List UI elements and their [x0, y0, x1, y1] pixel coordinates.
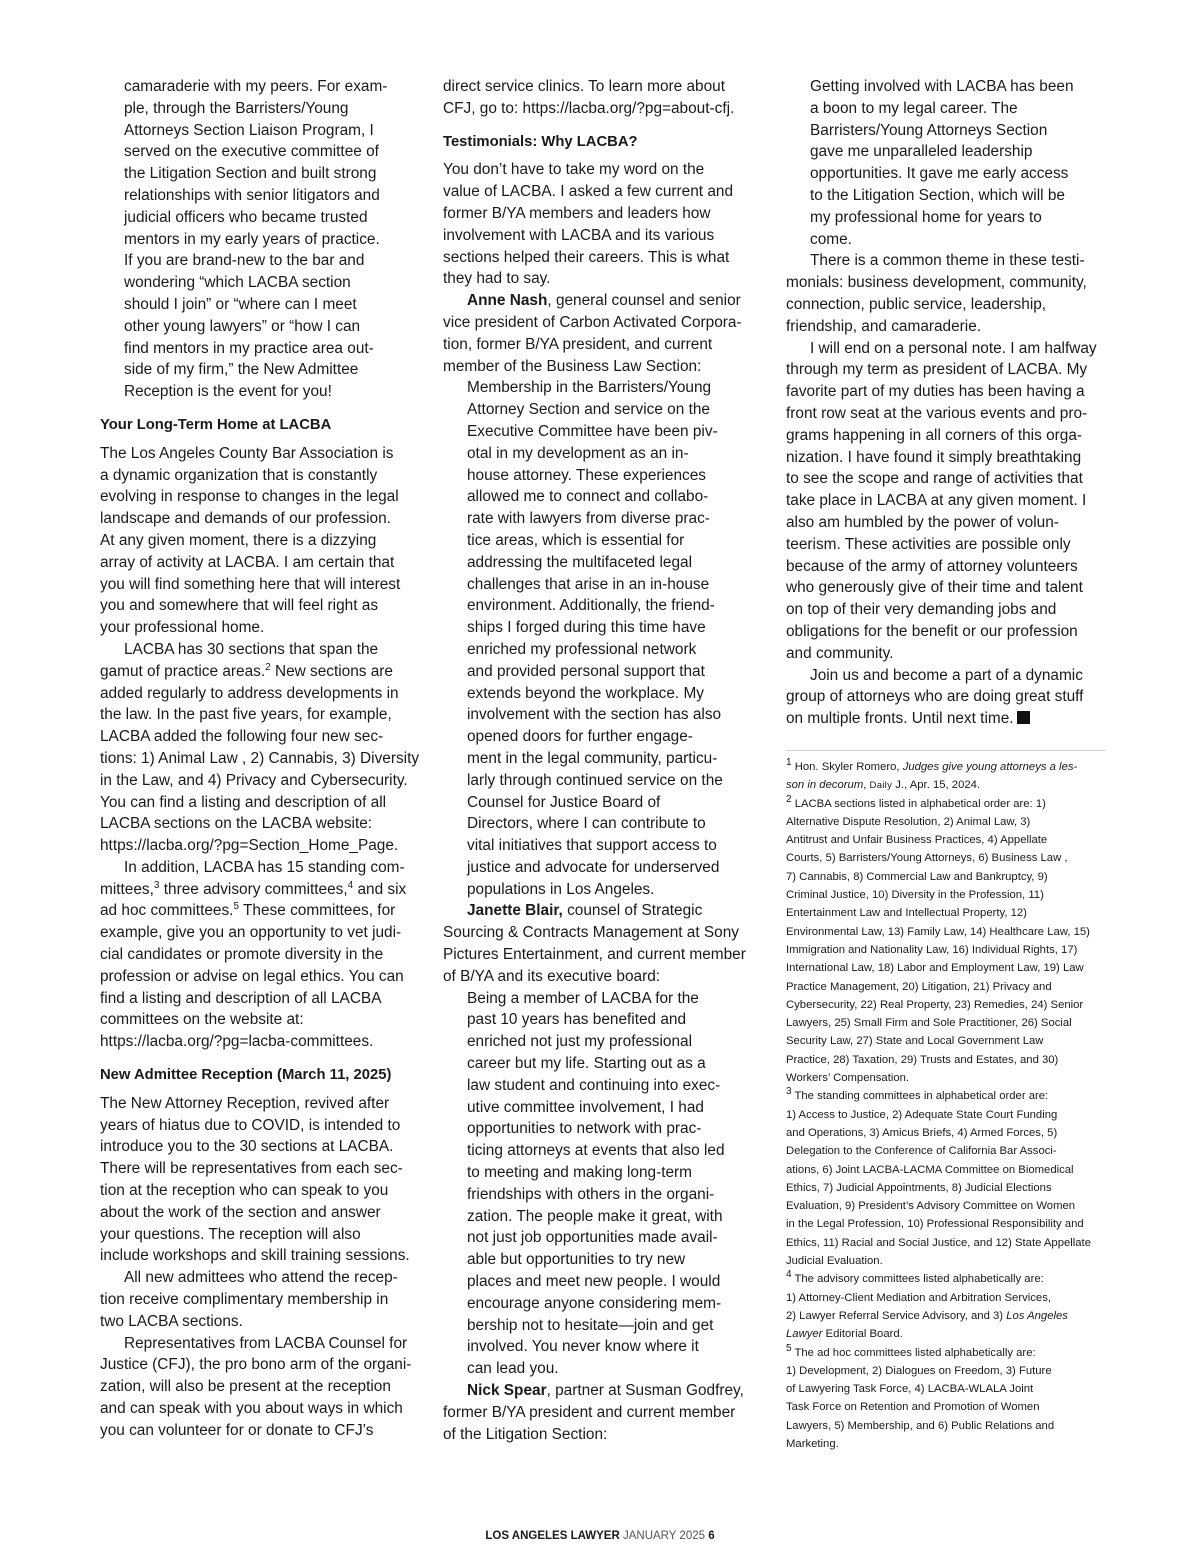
- text-line: challenges that arise in an in-house: [467, 575, 710, 593]
- text-line: rate with lawyers from diverse prac-: [467, 510, 710, 528]
- text-fragment: on multiple fronts. Until next time.: [786, 710, 1014, 728]
- committees-url-text: https://lacba.org/?pg=lacba-committees.: [100, 1033, 374, 1051]
- long-term-home-paragraph-3: [100, 857, 422, 1053]
- text-line: I will end on a personal note. I am halfway: [810, 339, 1097, 357]
- text-line: to meeting and making long-term: [467, 1164, 692, 1182]
- text-line: come.: [810, 230, 852, 248]
- text-line: [100, 661, 422, 683]
- text-line: environment. Additionally, the friend-: [467, 597, 715, 615]
- testimonials-intro: [443, 159, 765, 290]
- text-fragment: J., Apr. 15, 2024.: [892, 779, 981, 792]
- text-line: [786, 1325, 1116, 1343]
- text-line: of B/YA and its executive board:: [443, 967, 661, 985]
- text-line: LACBA has 30 sections that span the: [124, 640, 379, 658]
- text-line: sections helped their careers. This is what: [443, 248, 730, 266]
- text-line: Antitrust and Unfair Business Practices, 4) Appellate: [786, 834, 1048, 847]
- text-line: bership not to hesitate—join and get: [467, 1316, 714, 1334]
- text-line: larly through continued service on the: [467, 771, 723, 789]
- text-line: front row seat at the various events and pro-: [786, 404, 1088, 422]
- text-line: to see the scope and range of activities that: [786, 470, 1083, 488]
- text-line: Justice (CFJ), the pro bono arm of the organi-: [100, 1356, 412, 1374]
- text-line: Lawyers, 25) Small Firm and Sole Practitioner, 26) Social: [786, 1017, 1072, 1030]
- text-line: friendships with others in the organi-: [467, 1185, 715, 1203]
- text-line: your professional home.: [100, 619, 265, 637]
- section-heading-testimonials: Testimonials: Why LACBA?: [443, 133, 638, 150]
- text-line: years of hiatus due to COVID, is intended to: [100, 1116, 401, 1134]
- text-line: obligations for the benefit or our profession: [786, 622, 1078, 640]
- column-1: [100, 76, 422, 1442]
- text-line: otal in my development as an in-: [467, 444, 689, 462]
- text-line: Being a member of LACBA for the: [467, 989, 699, 1007]
- text-line: Reception is the event for you!: [124, 383, 332, 401]
- text-fragment: three advisory committees,: [159, 880, 348, 898]
- text-line: you can volunteer for or donate to CFJ’s: [100, 1421, 374, 1439]
- footnote-title: son in decorum: [786, 779, 864, 792]
- text-line: 7) Cannabis, 8) Commercial Law and Bankruptcy, 9): [786, 870, 1048, 883]
- text-line: introduce you to the 30 sections at LACBA.: [100, 1138, 394, 1156]
- text-line: nization. I have found it simply breathtaking: [786, 448, 1082, 466]
- text-line: a dynamic organization that is constantly: [100, 466, 378, 484]
- text-line: 1) Attorney-Client Mediation and Arbitration Services,: [786, 1291, 1051, 1304]
- text-line: teerism. These activities are possible only: [786, 535, 1071, 553]
- text-line: [100, 879, 422, 901]
- section-heading-long-term-home: Your Long-Term Home at LACBA: [100, 416, 332, 433]
- sections-url-text: https://lacba.org/?pg=Section_Home_Page.: [100, 837, 399, 855]
- text-line: ships I forged during this time have: [467, 619, 706, 637]
- footer-publication: LOS ANGELES LAWYER: [485, 1530, 620, 1542]
- text-line: Environmental Law, 13) Family Law, 14) Healthcare Law, 15): [786, 925, 1090, 938]
- text-fragment: The ad hoc committees listed alphabetically are:: [791, 1346, 1036, 1359]
- text-line: a boon to my legal career. The: [810, 99, 1018, 117]
- text-line: Entertainment Law and Intellectual Property, 12): [786, 907, 1027, 920]
- text-fragment: counsel of Strategic: [562, 902, 703, 920]
- text-line: Evaluation, 9) President’s Advisory Committee on Women: [786, 1200, 1076, 1213]
- text-line: you will find something here that will interest: [100, 575, 401, 593]
- publication-title: Los Angeles: [1006, 1309, 1068, 1322]
- text-line: populations in Los Angeles.: [467, 880, 655, 898]
- footnote-number: 4: [786, 1269, 792, 1281]
- text-line: International Law, 18) Labor and Employment Law, 19) Law: [786, 962, 1084, 975]
- footnote-title: Judges give young attorneys a les-: [902, 761, 1078, 773]
- text-line: Ethics, 11) Racial and Social Justice, and 12) State Appellate: [786, 1236, 1091, 1249]
- text-line: 1) Access to Justice, 2) Adequate State Court Funding: [786, 1108, 1058, 1121]
- text-fragment: mittees,: [100, 880, 154, 898]
- text-line: tice areas, which is essential for: [467, 531, 685, 549]
- text-line: Workers’ Compensation.: [786, 1072, 910, 1085]
- text-line: Courts, 5) Barristers/Young Attorneys, 6) Business Law ,: [786, 852, 1068, 865]
- text-line: and community.: [786, 644, 894, 662]
- text-line: Immigration and Nationality Law, 16) Individual Rights, 17): [786, 943, 1078, 956]
- text-line: cial candidates or promote diversity in the: [100, 946, 384, 964]
- text-line: [786, 776, 1116, 794]
- text-line: friendship, and camaraderie.: [786, 317, 982, 335]
- text-line: tion, former B/YA president, and current: [443, 335, 713, 353]
- footnote-ref-3: 3: [153, 879, 160, 891]
- long-term-home-paragraph-2: [100, 639, 422, 857]
- text-line: The Los Angeles County Bar Association is: [100, 444, 394, 462]
- text-line: zation, will also be present at the reception: [100, 1378, 391, 1396]
- text-line: Practice, 28) Taxation, 29) Trusts and Estates, and 30): [786, 1053, 1059, 1066]
- reception-paragraph-3: [100, 1333, 422, 1442]
- text-line: Ethics, 7) Judicial Appointments, 8) Judicial Elections: [786, 1181, 1052, 1194]
- text-line: involved. You never know where it: [467, 1338, 699, 1356]
- long-term-home-paragraph-1: [100, 443, 422, 639]
- text-fragment: , partner at Susman Godfrey,: [546, 1382, 744, 1400]
- text-line: extends beyond the workplace. My: [467, 684, 704, 702]
- text-line: Attorney Section and service on the: [467, 401, 710, 419]
- text-line: example, give you an opportunity to vet judi-: [100, 924, 402, 942]
- text-line: opportunities to network with prac-: [467, 1120, 702, 1138]
- text-line: tion at the reception who can speak to you: [100, 1182, 389, 1200]
- common-theme-paragraph: [786, 250, 1108, 337]
- text-line: Barristers/Young Attorneys Section: [810, 121, 1048, 139]
- footnote-3: [786, 1087, 1116, 1105]
- text-line: Task Force on Retention and Promotion of Women: [786, 1401, 1040, 1414]
- footnote-4: [786, 1270, 1116, 1288]
- column-3: [786, 76, 1108, 730]
- text-line: LACBA sections on the LACBA website:: [100, 815, 373, 833]
- footnote-number: 1: [786, 757, 792, 769]
- text-line: Sourcing & Contracts Management at Sony: [443, 924, 739, 942]
- footnote-ref-5: 5: [233, 901, 240, 913]
- publication-name: Daily: [869, 780, 893, 792]
- text-line: You can find a listing and description of all: [100, 793, 387, 811]
- text-line: Directors, where I can contribute to: [467, 815, 706, 833]
- personal-note-paragraph: [786, 338, 1108, 665]
- text-line: LACBA added the following four new sec-: [100, 728, 384, 746]
- testimonial-quote-nick-spear: [786, 76, 1108, 250]
- text-fragment: New sections are: [270, 662, 393, 680]
- text-line: my professional home for years to: [810, 208, 1042, 226]
- footnote-1: [786, 758, 1116, 776]
- column-2: [443, 76, 765, 1445]
- text-line: Attorneys Section Liaison Program, I: [124, 121, 374, 139]
- text-line: two LACBA sections.: [100, 1312, 243, 1330]
- footnote-number: 2: [786, 793, 792, 805]
- footnote-ref-2: 2: [265, 661, 271, 673]
- text-line: judicial officers who became trusted: [124, 208, 368, 226]
- text-line: connection, public service, leadership,: [786, 295, 1047, 313]
- text-line: tion receive complimentary membership in: [100, 1291, 389, 1309]
- text-line: the law. In the past five years, for example,: [100, 706, 392, 724]
- text-line: landscape and demands of our profession.: [100, 510, 391, 528]
- text-line: house attorney. These experiences: [467, 466, 706, 484]
- testimonial-janette-blair: [443, 900, 765, 1380]
- text-line: Join us and become a part of a dynamic: [810, 666, 1083, 684]
- text-line: Cybersecurity, 22) Real Property, 23) Remedies, 24) Senior: [786, 998, 1084, 1011]
- text-line: because of the army of attorney volunteers: [786, 557, 1078, 575]
- text-line: who generously give of their time and talent: [786, 579, 1083, 597]
- text-line: encourage anyone considering mem-: [467, 1294, 722, 1312]
- testimonial-quote: [443, 988, 765, 1380]
- text-fragment: These committees, for: [239, 902, 396, 920]
- footnote-number: 5: [786, 1342, 792, 1354]
- text-line: evolving in response to changes in the legal: [100, 488, 399, 506]
- text-line: There is a common theme in these testi-: [810, 252, 1085, 270]
- text-line: monials: business development, community,: [786, 274, 1087, 292]
- text-line: other young lawyers” or “how I can: [124, 317, 361, 335]
- text-line: allowed me to connect and collabo-: [467, 488, 709, 506]
- text-line: able but opportunities to try new: [467, 1251, 686, 1269]
- footnote-5: [786, 1344, 1116, 1362]
- text-line: Executive Committee have been piv-: [467, 422, 718, 440]
- testimonial-author-name: Anne Nash: [467, 292, 548, 310]
- testimonial-author-name: Janette Blair,: [467, 902, 563, 920]
- text-fragment: ad hoc committees.: [100, 902, 234, 920]
- text-line: your questions. The reception will also: [100, 1225, 361, 1243]
- text-line: grams happening in all corners of this orga-: [786, 426, 1082, 444]
- testimonial-author-name: Nick Spear: [467, 1382, 547, 1400]
- text-line: camaraderie with my peers. For exam-: [124, 78, 388, 95]
- section-heading-new-admittee-reception: New Admittee Reception (March 11, 2025): [100, 1067, 392, 1084]
- closing-paragraph: [786, 665, 1108, 730]
- text-line: not just job opportunities made avail-: [467, 1229, 718, 1247]
- text-line: In addition, LACBA has 15 standing com-: [124, 858, 405, 876]
- footnote-divider: [786, 750, 1106, 751]
- text-line: [100, 900, 422, 922]
- text-line: array of activity at LACBA. I am certain that: [100, 553, 395, 571]
- text-line: and can speak with you about ways in which: [100, 1400, 403, 1418]
- text-line: and Operations, 3) Amicus Briefs, 4) Armed Forces, 5): [786, 1126, 1058, 1139]
- text-line: enriched my professional network: [467, 640, 697, 658]
- reception-paragraph-2: [100, 1267, 422, 1332]
- text-line: involvement with the section has also: [467, 706, 722, 724]
- text-line: wondering “which LACBA section: [124, 274, 351, 292]
- text-line: find mentors in my practice area out-: [124, 339, 374, 357]
- text-fragment: The advisory committees listed alphabetically are:: [791, 1273, 1044, 1286]
- text-line: ple, through the Barristers/Young: [124, 99, 349, 117]
- text-line: favorite part of my duties has been having a: [786, 383, 1085, 401]
- text-line: enriched not just my professional: [467, 1033, 692, 1051]
- text-line: Counsel for Justice Board of: [467, 793, 661, 811]
- text-line: find a listing and description of all LACBA: [100, 989, 382, 1007]
- publication-title: Lawyer: [786, 1328, 823, 1341]
- text-line: [786, 1307, 1116, 1325]
- text-line: Security Law, 27) State and Local Government Law: [786, 1035, 1044, 1048]
- text-line: vice president of Carbon Activated Corpora-: [443, 313, 742, 331]
- text-line: Getting involved with LACBA has been: [810, 78, 1074, 95]
- cfj-continuation: [443, 76, 765, 120]
- text-line: take place in LACBA at any given moment. I: [786, 492, 1087, 510]
- text-line: ations, 6) Joint LACBA-LACMA Committee on Biomedical: [786, 1163, 1074, 1176]
- text-line: Practice Management, 20) Litigation, 21) Privacy and: [786, 980, 1052, 993]
- text-line: Membership in the Barristers/Young: [467, 379, 712, 397]
- text-line: former B/YA president and current member: [443, 1403, 736, 1421]
- text-fragment: ,: [863, 779, 870, 792]
- text-line: Pictures Entertainment, and current member: [443, 946, 746, 964]
- text-line: [443, 1380, 765, 1402]
- text-line: you and somewhere that will feel right as: [100, 597, 379, 615]
- text-fragment: The standing committees in alphabetical order are:: [791, 1090, 1049, 1103]
- end-mark-square-icon: [1017, 711, 1030, 724]
- text-fragment: Editorial Board.: [822, 1328, 903, 1341]
- intro-paragraph: [100, 76, 422, 403]
- text-line: profession or advise on legal ethics. You can: [100, 967, 404, 985]
- text-line: [443, 290, 765, 312]
- text-line: opportunities. It gave me early access: [810, 165, 1069, 183]
- text-fragment: LACBA sections listed in alphabetical order are: 1): [791, 797, 1046, 810]
- text-line: in the Legal Profession, 10) Professional Responsibility and: [786, 1218, 1084, 1231]
- text-line: gave me unparalleled leadership: [810, 143, 1033, 161]
- text-line: vital initiatives that support access to: [467, 837, 717, 855]
- text-line: The New Attorney Reception, revived after: [100, 1094, 390, 1112]
- footnotes: [786, 758, 1116, 1453]
- page-footer: [0, 1530, 1200, 1542]
- text-line: places and meet new people. I would: [467, 1273, 721, 1291]
- text-line: zation. The people make it great, with: [467, 1207, 723, 1225]
- text-fragment: Hon. Skyler Romero,: [791, 761, 903, 773]
- text-fragment: , general counsel and senior: [547, 292, 741, 310]
- text-line: 1) Development, 2) Dialogues on Freedom, 3) Future: [786, 1364, 1052, 1377]
- text-fragment: and six: [353, 880, 407, 898]
- text-line: on top of their very demanding jobs and: [786, 601, 1057, 619]
- text-line: they had to say.: [443, 270, 551, 288]
- text-fragment: gamut of practice areas.: [100, 662, 266, 680]
- text-line: If you are brand-new to the bar and: [124, 252, 365, 270]
- text-line: mentors in my early years of practice.: [124, 230, 380, 248]
- text-line: [443, 900, 765, 922]
- text-line: former B/YA members and leaders how: [443, 204, 711, 222]
- text-line: also am humbled by the power of volun-: [786, 513, 1059, 531]
- text-line: All new admittees who attend the recep-: [124, 1269, 398, 1287]
- text-line: You don’t have to take my word on the: [443, 161, 705, 179]
- footnote-2: [786, 795, 1116, 813]
- text-line: involvement with LACBA and its various: [443, 226, 715, 244]
- text-line: the Litigation Section and built strong: [124, 165, 377, 183]
- text-line: group of attorneys who are doing great stuff: [786, 688, 1084, 706]
- footer-issue: JANUARY 2025: [622, 1530, 706, 1542]
- text-line: utive committee involvement, I had: [467, 1098, 704, 1116]
- text-line: can lead you.: [467, 1360, 559, 1378]
- text-line: and provided personal support that: [467, 662, 705, 680]
- text-line: include workshops and skill training sessions.: [100, 1247, 410, 1265]
- testimonial-quote: [443, 377, 765, 900]
- text-line: of Lawyering Task Force, 4) LACBA-WLALA Joint: [786, 1383, 1034, 1396]
- text-line: served on the executive committee of: [124, 143, 379, 161]
- text-line: committees on the website at:: [100, 1011, 304, 1029]
- cfj-url-text: CFJ, go to: https://lacba.org/?pg=about-cfj.: [443, 99, 735, 117]
- text-line: in the Law, and 4) Privacy and Cybersecurity.: [100, 771, 408, 789]
- text-line: past 10 years has benefited and: [467, 1011, 687, 1029]
- text-line: added regularly to address developments in: [100, 684, 399, 702]
- text-line: value of LACBA. I asked a few current and: [443, 183, 734, 201]
- text-line: career but my life. Starting out as a: [467, 1055, 706, 1073]
- text-line: Judicial Evaluation.: [786, 1255, 883, 1268]
- text-line: should I join” or “where can I meet: [124, 295, 357, 313]
- text-line: [786, 708, 1108, 730]
- text-line: At any given moment, there is a dizzying: [100, 531, 377, 549]
- text-line: direct service clinics. To learn more about: [443, 78, 725, 95]
- text-line: Alternative Dispute Resolution, 2) Animal Law, 3): [786, 815, 1031, 828]
- text-line: opened doors for further engage-: [467, 728, 693, 746]
- text-line: Representatives from LACBA Counsel for: [124, 1334, 408, 1352]
- text-line: tions: 1) Animal Law , 2) Cannabis, 3) Diversity: [100, 749, 420, 767]
- text-line: Delegation to the Conference of California Bar Associ-: [786, 1145, 1057, 1158]
- testimonial-anne-nash: [443, 290, 765, 900]
- text-line: to the Litigation Section, which will be: [810, 186, 1065, 204]
- text-line: Lawyers, 5) Membership, and 6) Public Relations and: [786, 1419, 1055, 1432]
- text-fragment: 2) Lawyer Referral Service Advisory, and 3): [786, 1309, 1007, 1322]
- text-line: Marketing.: [786, 1437, 839, 1450]
- footnote-ref-4: 4: [347, 879, 354, 891]
- text-line: ticing attorneys at events that also led: [467, 1142, 725, 1160]
- footnote-number: 3: [786, 1086, 792, 1098]
- testimonial-nick-spear-intro: [443, 1380, 765, 1445]
- text-line: relationships with senior litigators and: [124, 186, 380, 204]
- text-line: ment in the legal community, particu-: [467, 749, 718, 767]
- text-line: about the work of the section and answer: [100, 1203, 381, 1221]
- text-line: member of the Business Law Section:: [443, 357, 702, 375]
- page-number: 6: [708, 1530, 715, 1542]
- text-line: justice and advocate for underserved: [467, 858, 720, 876]
- text-line: through my term as president of LACBA. My: [786, 361, 1088, 379]
- text-line: There will be representatives from each sec-: [100, 1160, 403, 1178]
- reception-paragraph-1: [100, 1093, 422, 1267]
- text-line: side of my firm,” the New Admittee: [124, 361, 359, 379]
- text-line: Criminal Justice, 10) Diversity in the Profession, 11): [786, 889, 1044, 902]
- text-line: of the Litigation Section:: [443, 1425, 608, 1443]
- text-line: law student and continuing into exec-: [467, 1076, 721, 1094]
- text-line: addressing the multifaceted legal: [467, 553, 693, 571]
